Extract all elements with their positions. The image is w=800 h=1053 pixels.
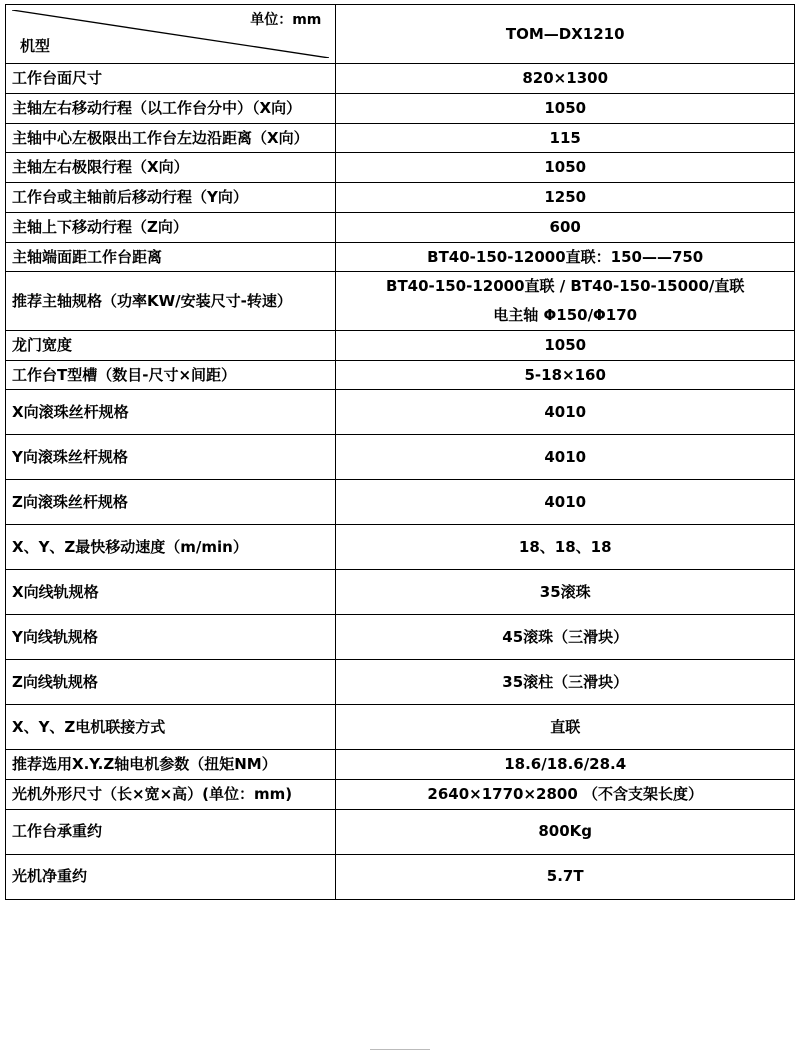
table-row (6, 705, 795, 750)
row-label: 光机外形尺寸（长×宽×高）(单位：mm) (6, 780, 336, 810)
row-label: 光机净重约 (6, 854, 336, 899)
row-value: 18.6/18.6/28.4 (336, 750, 795, 780)
table-row-header (6, 5, 795, 64)
table-row (6, 153, 795, 183)
row-label: Y向线轨规格 (6, 615, 336, 660)
row-label: 工作台T型槽（数目-尺寸×间距） (6, 360, 336, 390)
row-label: 推荐选用X.Y.Z轴电机参数（扭矩NM） (6, 750, 336, 780)
row-value: 1250 (336, 183, 795, 213)
row-value: 600 (336, 212, 795, 242)
row-label: X向线轨规格 (6, 570, 336, 615)
table-row (6, 780, 795, 810)
row-value: 1050 (336, 93, 795, 123)
row-label: Y向滚珠丝杆规格 (6, 435, 336, 480)
specification-table (5, 4, 795, 900)
table-row (6, 525, 795, 570)
row-label: X向滚珠丝杆规格 (6, 390, 336, 435)
row-value: 18、18、18 (336, 525, 795, 570)
table-row (6, 64, 795, 94)
row-value: 820×1300 (336, 64, 795, 94)
row-label: 工作台或主轴前后移动行程（Y向） (6, 183, 336, 213)
corner-label: 机型 (20, 37, 51, 56)
row-label: Z向滚珠丝杆规格 (6, 480, 336, 525)
table-row (6, 123, 795, 153)
table-row (6, 570, 795, 615)
table-row (6, 93, 795, 123)
spec-sheet (0, 4, 800, 1053)
row-value: 45滚珠（三滑块） (336, 615, 795, 660)
row-value-multi (336, 272, 795, 331)
row-value: 4010 (336, 390, 795, 435)
value-spacer (342, 296, 788, 306)
model-value: TOM—DX1210 (336, 5, 795, 64)
row-value: 1050 (336, 153, 795, 183)
row-label: X、Y、Z最快移动速度（m/min） (6, 525, 336, 570)
row-value: 35滚珠 (336, 570, 795, 615)
row-value: 115 (336, 123, 795, 153)
table-row (6, 360, 795, 390)
header-corner-cell (6, 5, 336, 64)
row-value-line2: 电主轴 Φ150/Φ170 (493, 306, 638, 324)
row-label: 主轴左右移动行程（以工作台分中）（X向） (6, 93, 336, 123)
row-label: 推荐主轴规格（功率KW/安装尺寸-转速） (6, 272, 336, 331)
row-label: 主轴中心左极限出工作台左边沿距离（X向） (6, 123, 336, 153)
row-value: 5-18×160 (336, 360, 795, 390)
table-row (6, 660, 795, 705)
diagonal-split (12, 10, 329, 58)
table-row (6, 435, 795, 480)
row-label: 工作台面尺寸 (6, 64, 336, 94)
unit-note: 单位：mm (250, 12, 322, 28)
table-row (6, 809, 795, 854)
table-body (6, 5, 795, 900)
table-row (6, 330, 795, 360)
row-value: 2640×1770×2800 （不含支架长度） (336, 780, 795, 810)
table-row (6, 183, 795, 213)
table-row (6, 242, 795, 272)
row-value: BT40-150-12000直联：150——750 (336, 242, 795, 272)
row-label: X、Y、Z电机联接方式 (6, 705, 336, 750)
table-row (6, 480, 795, 525)
page-bottom-mark (370, 1049, 430, 1053)
row-value: 4010 (336, 480, 795, 525)
row-label: 主轴左右极限行程（X向） (6, 153, 336, 183)
row-label: 主轴上下移动行程（Z向） (6, 212, 336, 242)
row-value: 800Kg (336, 809, 795, 854)
table-row (6, 212, 795, 242)
row-value-line1: BT40-150-12000直联 / BT40-150-15000/直联 (386, 277, 745, 296)
row-value: 5.7T (336, 854, 795, 899)
table-row (6, 615, 795, 660)
row-value: 4010 (336, 435, 795, 480)
row-value: 1050 (336, 330, 795, 360)
table-row (6, 750, 795, 780)
row-label: Z向线轨规格 (6, 660, 336, 705)
row-label: 主轴端面距工作台距离 (6, 242, 336, 272)
row-value: 直联 (336, 705, 795, 750)
row-value: 35滚柱（三滑块） (336, 660, 795, 705)
table-row (6, 272, 795, 331)
row-label: 龙门宽度 (6, 330, 336, 360)
table-row (6, 854, 795, 899)
table-row (6, 390, 795, 435)
row-label: 工作台承重约 (6, 809, 336, 854)
